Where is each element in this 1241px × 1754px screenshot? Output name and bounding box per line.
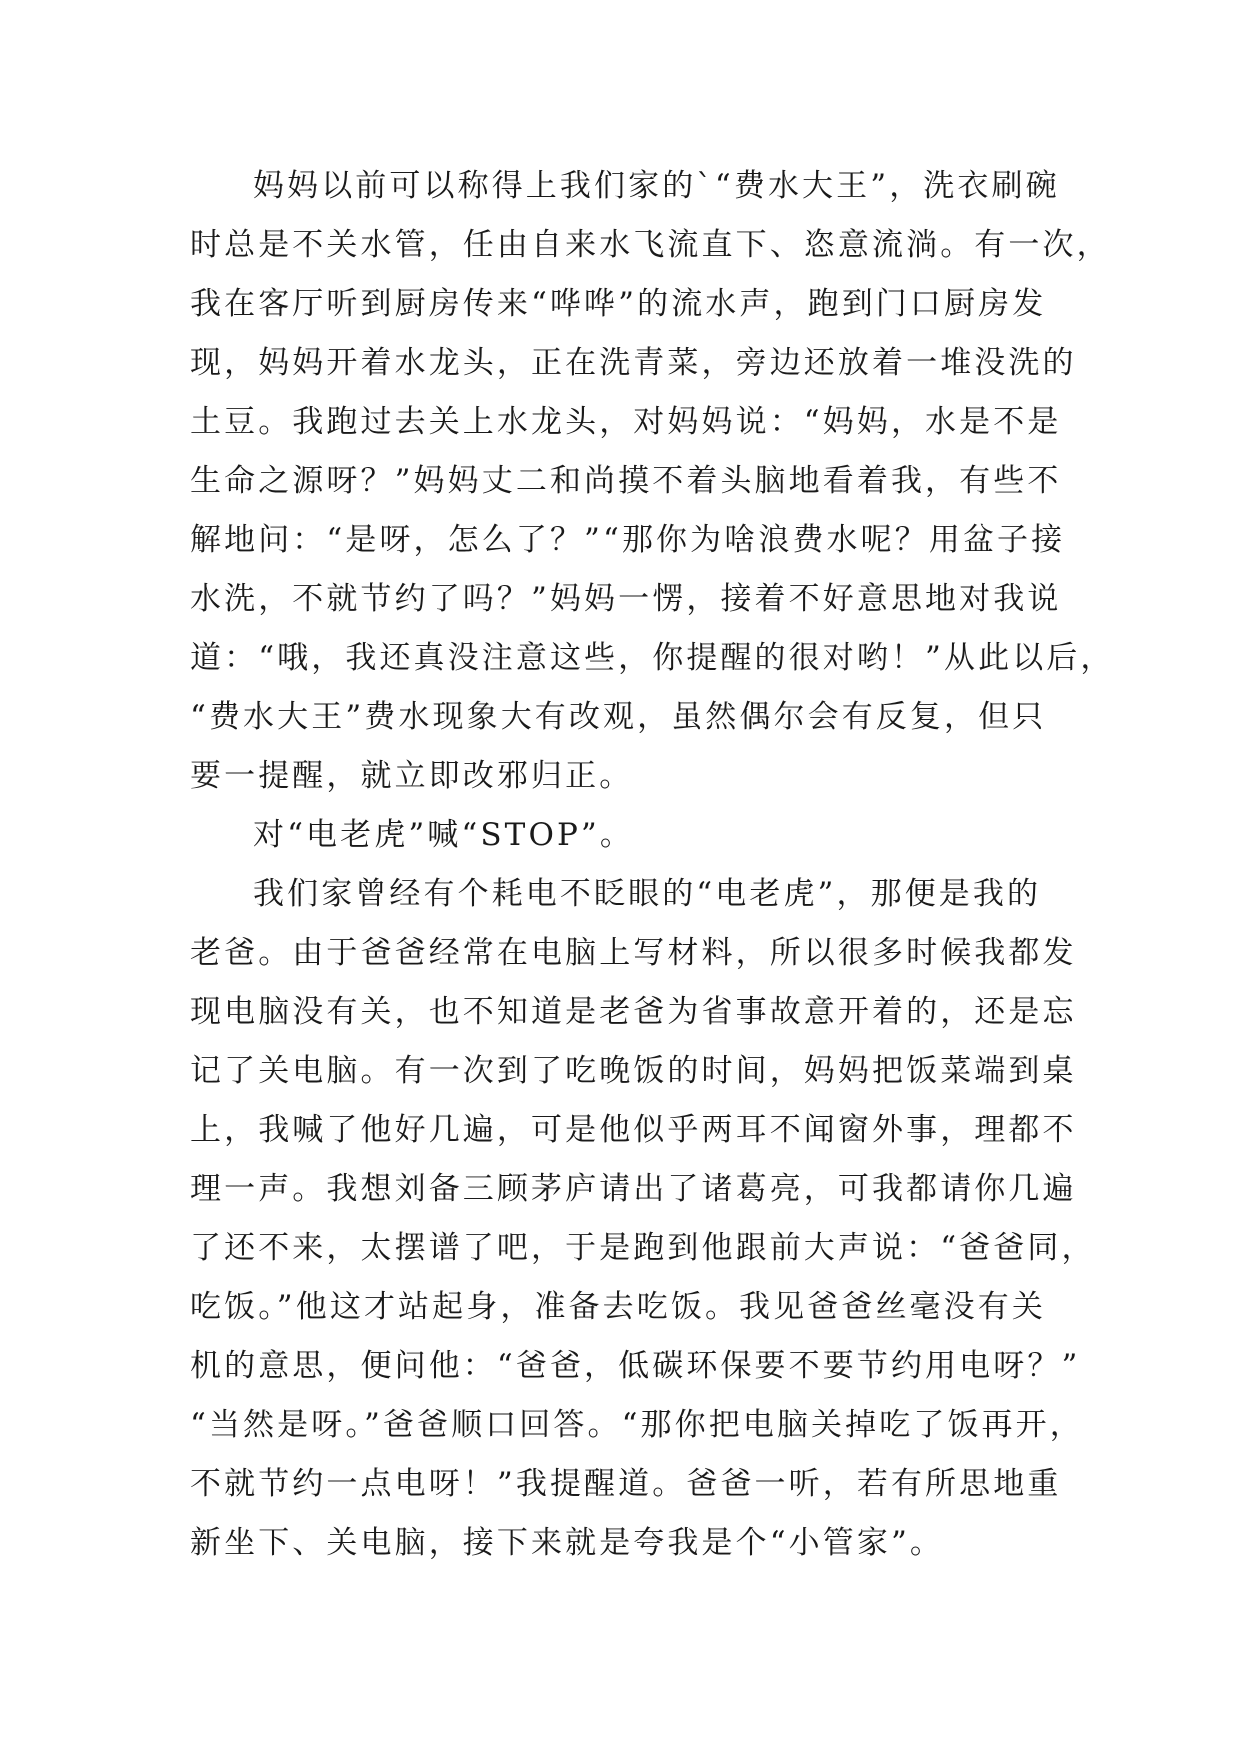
paragraph-2-line-8: 吃饭。”他这才站起身，准备去吃饭。我见爸爸丝毫没有关 xyxy=(190,1289,1046,1325)
document-body xyxy=(190,157,1115,1573)
paragraph-2-line-11: 不就节约一点电呀！”我提醒道。爸爸一听，若有所思地重 xyxy=(190,1466,1062,1502)
paragraph-1-line-5: 土豆。我跑过去关上水龙头，对妈妈说：“妈妈，水是不是 xyxy=(190,404,1062,440)
paragraph-2-line-12: 新坐下、关电脑，接下来就是夸我是个“小管家”。 xyxy=(190,1525,944,1561)
paragraph-1-line-2: 时总是不关水管，任由自来水飞流直下、恣意流淌。有一次， xyxy=(190,227,1111,263)
paragraph-2-line-6: 理一声。我想刘备三顾茅庐请出了诸葛亮，可我都请你几遍 xyxy=(190,1171,1077,1207)
paragraph-2-line-1: 我们家曾经有个耗电不眨眼的“电老虎”，那便是我的 xyxy=(253,876,1042,912)
paragraph-1-line-8: 水洗，不就节约了吗？”妈妈一愣，接着不好意思地对我说 xyxy=(190,581,1062,617)
paragraph-2-line-9: 机的意思，便问他：“爸爸，低碳环保要不要节约用电呀？” xyxy=(190,1348,1081,1384)
paragraph-1-line-4: 现，妈妈开着水龙头，正在洗青菜，旁边还放着一堆没洗的 xyxy=(190,345,1077,381)
paragraph-1-line-7: 解地问：“是呀，怎么了？”“那你为啥浪费水呢？用盆子接 xyxy=(190,522,1066,558)
paragraph-2-line-10: “当然是呀。”爸爸顺口回答。“那你把电脑关掉吃了饭再开， xyxy=(190,1407,1084,1443)
paragraph-1-line-9: 道：“哦，我还真没注意这些，你提醒的很对哟！”从此以后， xyxy=(190,640,1115,676)
section-heading: 对“电老虎”喊“STOP”。 xyxy=(253,817,634,853)
paragraph-1-line-11: 要一提醒，就立即改邪归正。 xyxy=(190,758,634,794)
paragraph-1-line-1: 妈妈以前可以称得上我们家的`“费水大王”，洗衣刷碗 xyxy=(253,168,1060,204)
paragraph-1-line-6: 生命之源呀？”妈妈丈二和尚摸不着头脑地看着我，有些不 xyxy=(190,463,1062,499)
paragraph-1-line-10: “费水大王”费水现象大有改观，虽然偶尔会有反复，但只 xyxy=(190,699,1047,735)
paragraph-2-line-2: 老爸。由于爸爸经常在电脑上写材料，所以很多时候我都发 xyxy=(190,935,1077,971)
paragraph-2-line-5: 上，我喊了他好几遍，可是他似乎两耳不闻窗外事，理都不 xyxy=(190,1112,1077,1148)
paragraph-2-line-7: 了还不来，太摆谱了吧，于是跑到他跟前大声说：“爸爸同， xyxy=(190,1230,1096,1266)
paragraph-1-line-3: 我在客厅听到厨房传来“哗哗”的流水声，跑到门口厨房发 xyxy=(190,286,1047,322)
paragraph-2-line-4: 记了关电脑。有一次到了吃晚饭的时间，妈妈把饭菜端到桌 xyxy=(190,1053,1077,1089)
paragraph-2-line-3: 现电脑没有关，也不知道是老爸为省事故意开着的，还是忘 xyxy=(190,994,1077,1030)
